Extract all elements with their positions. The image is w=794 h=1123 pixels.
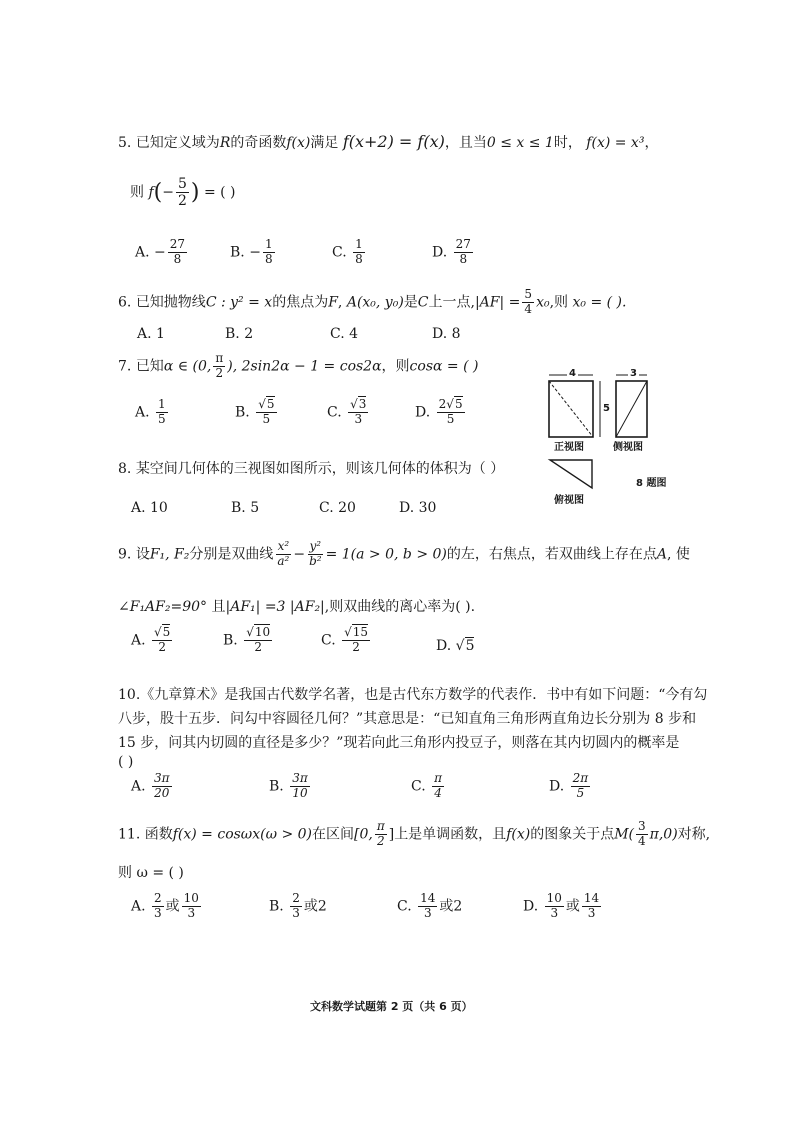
option-d[interactable]: D. 30 [399,500,437,516]
option-a[interactable]: A. 10 [131,500,168,516]
option-b[interactable]: B. 5 [231,500,260,516]
question-6-stem: 6. 已知抛物线C : y² = x的焦点为F, A(x₀, y₀)是C上一点,|AF| = $\frac{5}{4}$ x₀,则 x₀ = ( ). [118,287,627,316]
option-a[interactable]: A. − $\frac{27}{8}$ [135,237,186,266]
option-b[interactable]: B. − $\frac{1}{8}$ [230,237,273,266]
question-7-stem: 7. 已知α ∈ (0, $\frac{\pi}{2}$ ), 2sin2α − 1 = cos2α，则cosα = ( ) [118,351,479,380]
option-b[interactable]: B. $\frac{2}{3}$ 或2 [269,891,327,920]
option-b[interactable]: B. $\frac{3\pi}{10}$ [269,771,308,800]
question-10-line4: ( ) [118,754,134,770]
front-width-label: 4 [569,368,576,379]
option-c[interactable]: C. $\frac{√3}{3}$ [327,397,367,426]
option-c[interactable]: C. $\frac{√15}{2}$ [321,625,369,654]
question-9-line2: ∠F₁AF₂=90° 且|AF₁| =3 |AF₂|,则双曲线的离心率为( ). [118,599,476,615]
three-view-figure [540,366,680,516]
question-5-stem: 5. 已知定义域为R的奇函数f(x)满足 f(x+2) = f(x)，且当0 ≤ x ≤ 1时， f(x) = x³， [118,132,659,151]
option-c[interactable]: C. $\frac{\pi}{4}$ [411,771,443,800]
question-8-stem: 8. 某空间几何体的三视图如图所示，则该几何体的体积为（ ） [118,461,505,477]
option-a[interactable]: A. $\frac{3\pi}{20}$ [131,771,170,800]
option-a[interactable]: A. $\frac{1}{5}$ [135,397,166,426]
question-11-stem: 11. 函数f(x) = cosωx(ω > 0)在区间[0, $\frac{\pi}{2}$ ]上是单调函数，且f(x)的图象关于点M( $\frac{3}{4}$ π,0)对称, [118,819,711,848]
figure-caption: 8 题图 [636,478,667,489]
question-11-ask: 则 ω = ( ) [118,865,184,881]
option-d[interactable]: D. 8 [432,326,461,342]
front-height-label: 5 [603,403,610,414]
question-10-line3: 15 步，问其内切圆的直径是多少？”现若向此三角形内投豆子，则落在其内切圆内的概率是 [118,735,680,751]
option-a[interactable]: A. $\frac{2}{3}$ 或 $\frac{10}{3}$ [131,891,199,920]
question-10-line1: 10.《九章算术》是我国古代数学名著，也是古代东方数学的代表作．书中有如下问题：“今有勾 [118,687,708,703]
option-d[interactable]: D. $\frac{10}{3}$ 或 $\frac{14}{3}$ [523,891,600,920]
option-d[interactable]: D. $\frac{27}{8}$ [432,237,471,266]
question-10-line2: 八步，股十五步．问勾中容圆径几何？”其意思是：“已知直角三角形两直角边长分别为 8 步和 [118,711,697,727]
option-c[interactable]: C. 20 [319,500,356,516]
option-a[interactable]: A. $\frac{√5}{2}$ [131,625,171,654]
option-b[interactable]: B. $\frac{√10}{2}$ [223,625,271,654]
option-a[interactable]: A. 1 [137,326,165,342]
option-c[interactable]: C. $\frac{14}{3}$ 或2 [397,891,463,920]
side-width-label: 3 [630,368,637,379]
option-d[interactable]: D. $\frac{2\pi}{5}$ [549,771,589,800]
option-c[interactable]: C. $\frac{1}{8}$ [332,237,363,266]
question-9-stem: 9. 设F₁, F₂分别是双曲线 $\frac{\text{x²}}{\text{a²}}$ − $\frac{\text{y²}}{\text{b²}}$ = 1(a > 0, b > 0)的左，右焦点，若双曲线上存在点A, 使 [118,539,690,568]
option-b[interactable]: B. $\frac{√5}{5}$ [235,397,275,426]
option-d[interactable]: D. √5 [436,638,475,654]
option-c[interactable]: C. 4 [330,326,359,342]
top-view-label: 俯视图 [554,495,584,506]
side-view-label: 侧视图 [613,442,643,453]
front-view-label: 正视图 [554,442,584,453]
page-footer: 文科数学试题第 2 页（共 6 页） [310,1000,473,1013]
option-d[interactable]: D. $\frac{2√5}{5}$ [415,397,463,426]
question-5-ask: 则 f(− $\frac{5}{2}$ ) = ( ) [130,176,236,210]
option-b[interactable]: B. 2 [225,326,254,342]
